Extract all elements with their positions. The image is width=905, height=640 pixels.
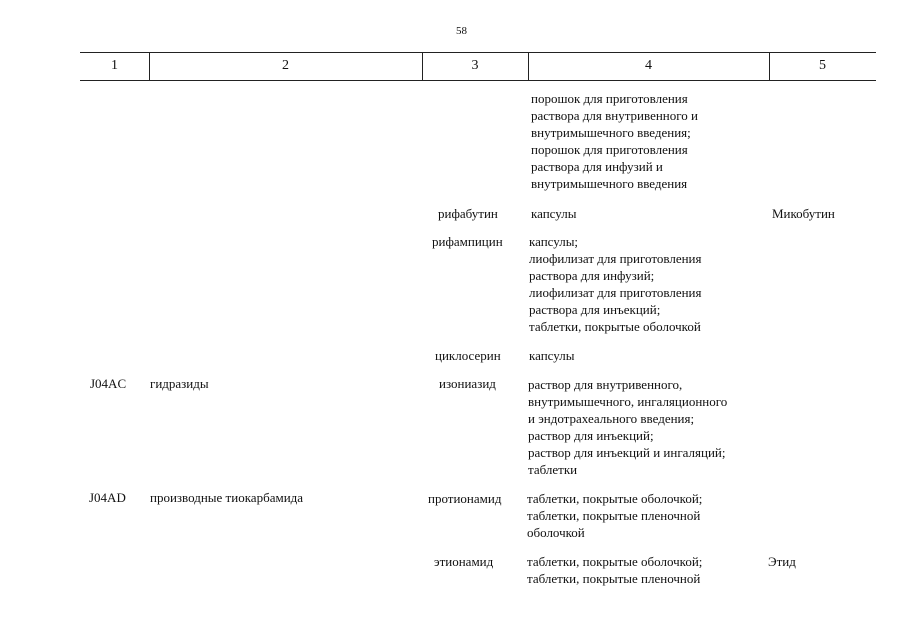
atc-code-cell: J04AC <box>90 376 127 391</box>
atc-code-cell: J04AD <box>89 490 126 505</box>
dosage-form-cell: капсулы <box>531 206 577 221</box>
trade-name-cell: Микобутин <box>772 206 835 221</box>
dosage-form-cell: таблетки, покрытые оболочкой; таблетки, покрытые пленочной оболочкой <box>527 491 703 540</box>
dosage-form-cell: капсулы <box>529 348 575 363</box>
drug-name-cell: рифабутин <box>438 206 498 221</box>
group-name-cell: производные тиокарбамида <box>150 490 304 505</box>
drug-name-cell: изониазид <box>439 376 496 391</box>
dosage-form-cell: порошок для приготовления раствора для внутривенного и внутримышечного введения; порошок для приготовления раствора для инфузий и внутримышечного введения <box>531 91 698 191</box>
column-header-4: 4 <box>645 58 652 73</box>
drug-name-cell: рифампицин <box>432 234 503 249</box>
dosage-form-cell: капсулы; лиофилизат для приготовления раствора для инфузий; лиофилизат для приготовления раствора для инъекций; таблетки, покрытые оболочкой <box>529 234 702 334</box>
header-bottom-border <box>80 80 876 81</box>
trade-name-cell: Этид <box>768 554 796 569</box>
dosage-form-cell: таблетки, покрытые оболочкой; таблетки, покрытые пленочной <box>527 554 703 586</box>
column-header-3: 3 <box>471 58 479 73</box>
column-header-1: 1 <box>111 58 118 73</box>
dosage-form-cell: раствор для внутривенного, внутримышечного, ингаляционного и эндотрахеального введения; раствор для инъекций; раствор для инъекций и ингаляций; таблетки <box>528 377 728 477</box>
column-header-5: 5 <box>819 58 826 73</box>
drug-name-cell: протионамид <box>428 491 502 506</box>
column-header-2: 2 <box>282 58 289 73</box>
page-number: 58 <box>456 25 467 37</box>
drug-name-cell: циклосерин <box>435 348 501 363</box>
header-top-border <box>80 52 876 53</box>
group-name-cell: гидразиды <box>150 376 209 391</box>
drug-name-cell: этионамид <box>434 554 494 569</box>
